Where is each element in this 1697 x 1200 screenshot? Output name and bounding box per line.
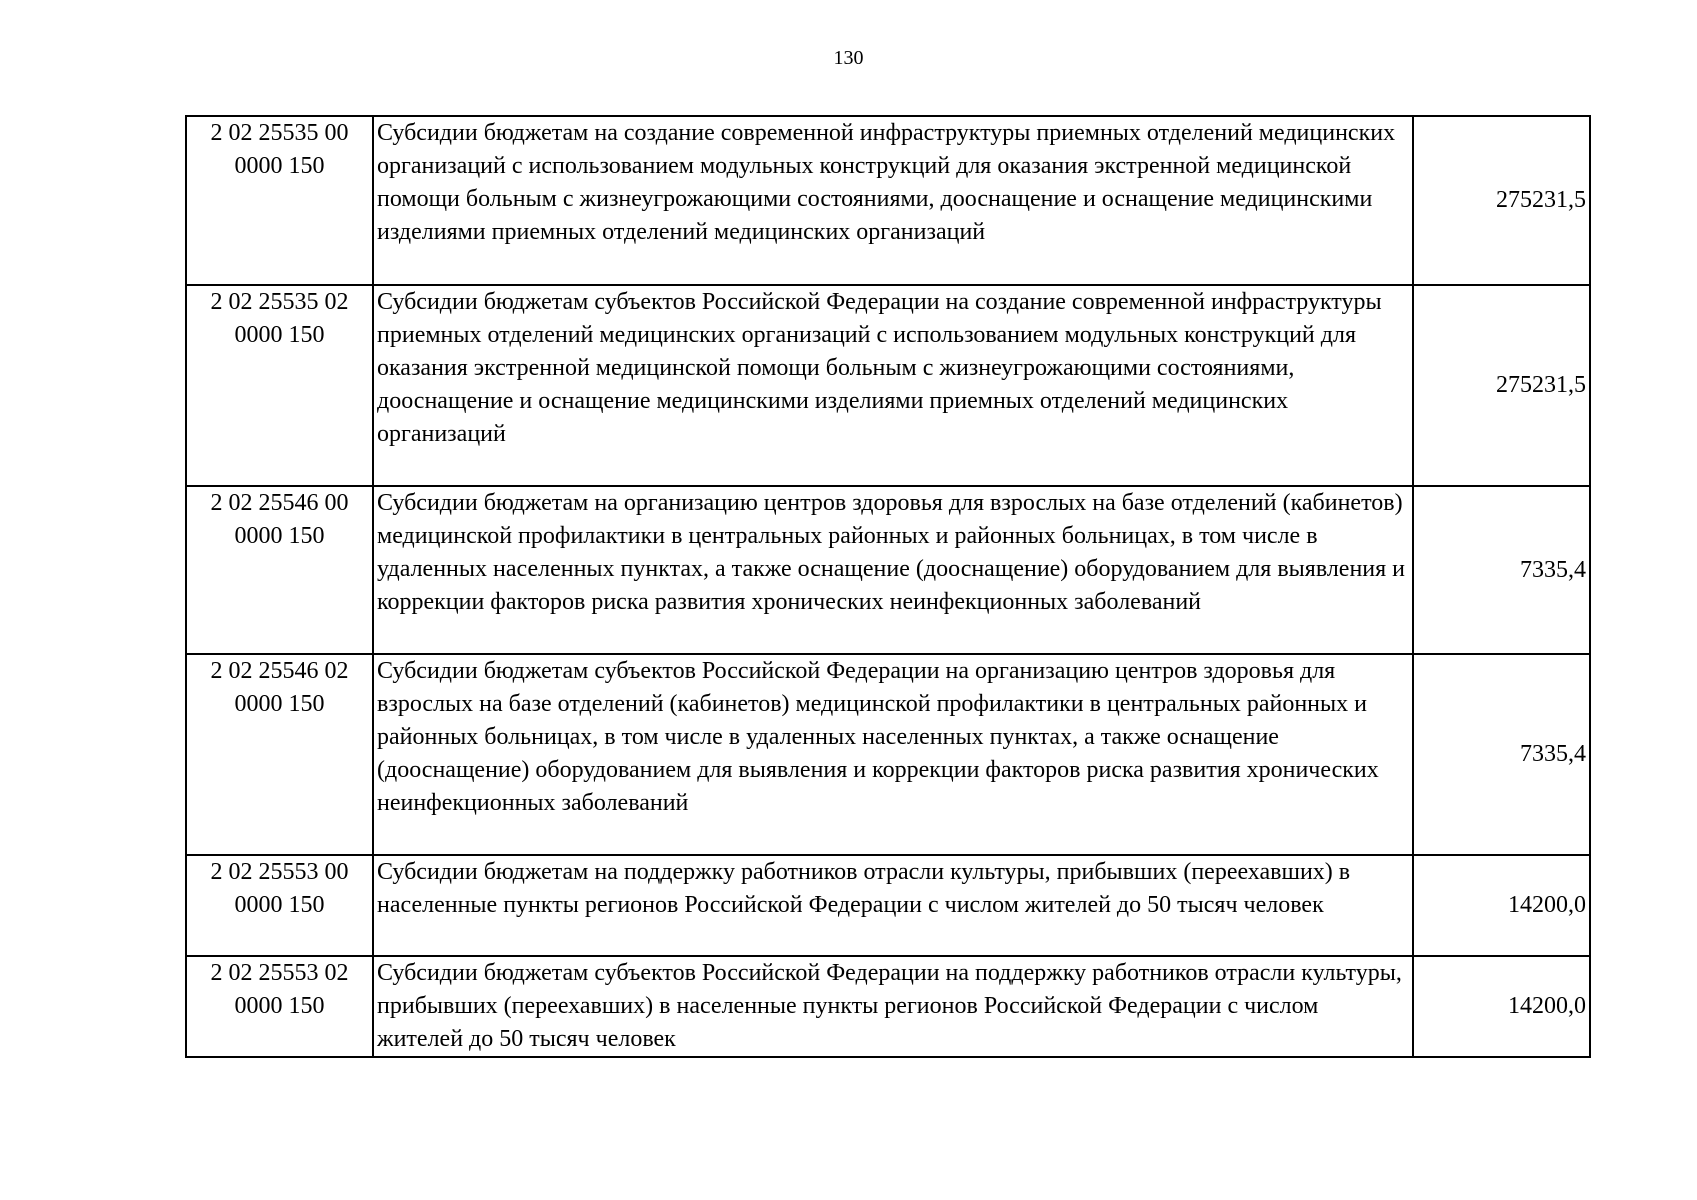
- amount-value: 14200,0: [1413, 855, 1590, 956]
- classification-code: [186, 285, 373, 486]
- revenue-description: Субсидии бюджетам субъектов Российской Федерации на создание современной инфраструктуры приемных отделений медицинских организаций с использованием модульных конструкций для оказания экстренной медицинской помощи больным с жизнеугрожающими состояниями, дооснащение и оснащение медицинскими изделиями приемных отделений медицинских организаций: [373, 285, 1413, 486]
- amount-value: 14200,0: [1413, 956, 1590, 1057]
- amount-value: 7335,4: [1413, 486, 1590, 654]
- code-line: 0000 150: [234, 691, 325, 717]
- amount-value: 7335,4: [1413, 654, 1590, 855]
- code-line: 2 02 25535 02: [210, 289, 349, 315]
- budget-table: [185, 115, 1591, 1058]
- table-row: [186, 855, 1590, 956]
- code-line: 0000 150: [234, 993, 325, 1019]
- revenue-description: Субсидии бюджетам субъектов Российской Федерации на поддержку работников отрасли культуры, прибывших (переехавших) в населенные пункты регионов Российской Федерации с числом жителей до 50 тысяч человек: [373, 956, 1413, 1057]
- code-line: 2 02 25553 02: [210, 960, 349, 986]
- classification-code: [186, 486, 373, 654]
- code-line: 0000 150: [234, 322, 325, 348]
- code-line: 0000 150: [234, 153, 325, 179]
- classification-code: [186, 956, 373, 1057]
- table-row: [186, 654, 1590, 855]
- classification-code: [186, 855, 373, 956]
- code-line: 2 02 25546 02: [210, 658, 349, 684]
- revenue-description: Субсидии бюджетам субъектов Российской Федерации на организацию центров здоровья для взрослых на базе отделений (кабинетов) медицинской профилактики в центральных районных и районных больницах, в том числе в удаленных населенных пунктах, а также оснащение (дооснащение) оборудованием для выявления и коррекции факторов риска развития хронических неинфекционных заболеваний: [373, 654, 1413, 855]
- code-line: 0000 150: [234, 892, 325, 918]
- table-row: [186, 956, 1590, 1057]
- code-line: 2 02 25535 00: [210, 120, 349, 146]
- table-row: [186, 285, 1590, 486]
- revenue-description: Субсидии бюджетам на создание современной инфраструктуры приемных отделений медицинских организаций с использованием модульных конструкций для оказания экстренной медицинской помощи больным с жизнеугрожающими состояниями, дооснащение и оснащение медицинскими изделиями приемных отделений медицинских организаций: [373, 116, 1413, 285]
- code-line: 0000 150: [234, 523, 325, 549]
- amount-value: 275231,5: [1413, 285, 1590, 486]
- revenue-description: Субсидии бюджетам на поддержку работников отрасли культуры, прибывших (переехавших) в населенные пункты регионов Российской Федерации с числом жителей до 50 тысяч человек: [373, 855, 1413, 956]
- code-line: 2 02 25546 00: [210, 490, 349, 516]
- table-row: [186, 486, 1590, 654]
- revenue-description: Субсидии бюджетам на организацию центров здоровья для взрослых на базе отделений (кабинетов) медицинской профилактики в центральных районных и районных больницах, в том числе в удаленных населенных пунктах, а также оснащение (дооснащение) оборудованием для выявления и коррекции факторов риска развития хронических неинфекционных заболеваний: [373, 486, 1413, 654]
- table-row: [186, 116, 1590, 285]
- classification-code: [186, 654, 373, 855]
- page-number: 130: [833, 47, 864, 69]
- classification-code: [186, 116, 373, 285]
- amount-value: 275231,5: [1413, 116, 1590, 285]
- code-line: 2 02 25553 00: [210, 859, 349, 885]
